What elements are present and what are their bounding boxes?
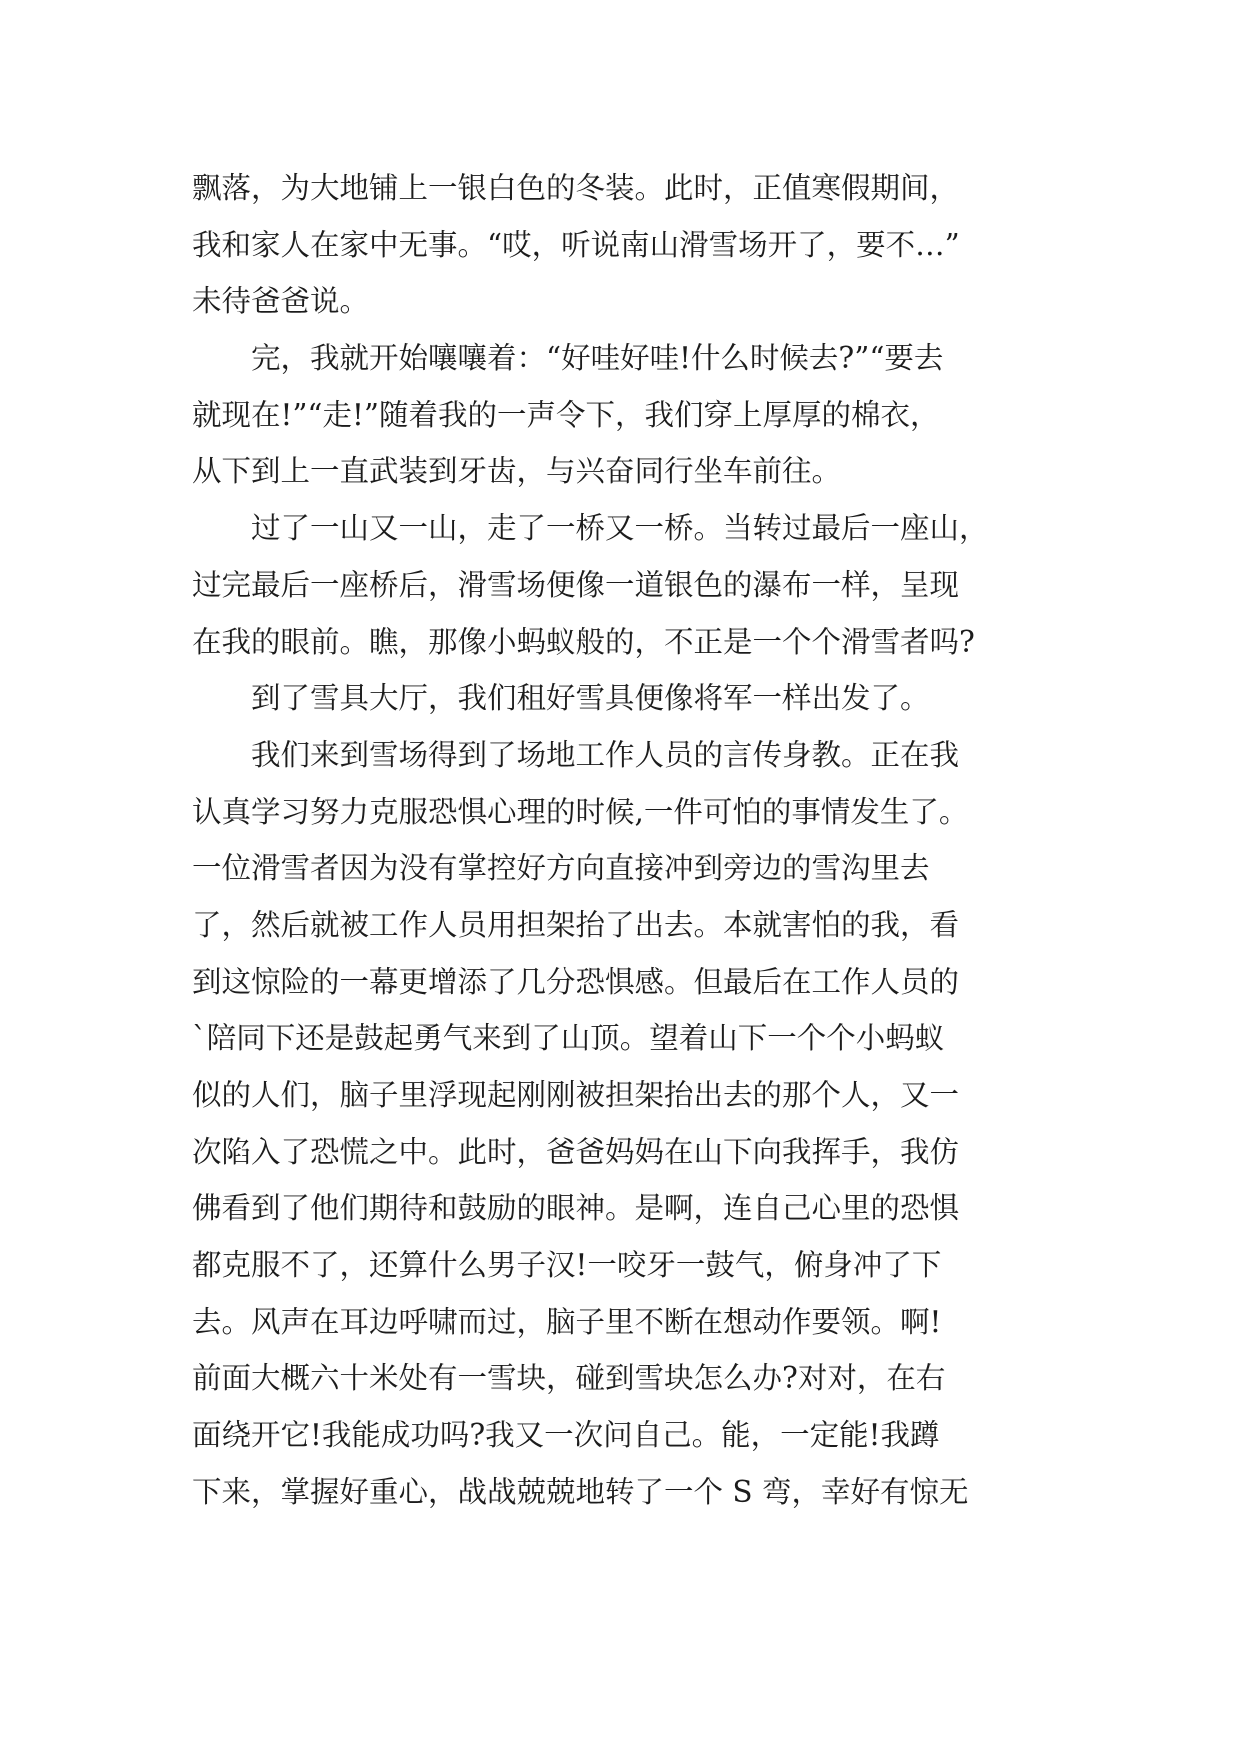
text-line: 就现在!”“走!”随着我的一声令下，我们穿上厚厚的棉衣， <box>192 397 940 432</box>
text-line: 到了雪具大厅，我们租好雪具便像将军一样出发了。 <box>192 681 930 716</box>
text-line: 完，我就开始嚷嚷着：“好哇好哇!什么时候去?”“要去 <box>192 341 944 376</box>
text-line: 在我的眼前。瞧，那像小蚂蚁般的，不正是一个个滑雪者吗? <box>192 624 975 659</box>
text-line: 了，然后就被工作人员用担架抬了出去。本就害怕的我，看 <box>192 907 960 942</box>
text-line: 从下到上一直武装到牙齿，与兴奋同行坐车前往。 <box>192 454 842 489</box>
text-line: 前面大概六十米处有一雪块，碰到雪块怎么办?对对，在右 <box>192 1361 946 1396</box>
text-line: 佛看到了他们期待和鼓励的眼神。是啊，连自己心里的恐惧 <box>192 1191 960 1226</box>
text-line: `陪同下还是鼓起勇气来到了山顶。望着山下一个个小蚂蚁 <box>192 1021 945 1056</box>
text-line: 面绕开它!我能成功吗?我又一次问自己。能，一定能!我蹲 <box>192 1418 940 1453</box>
text-line: 我和家人在家中无事。“哎，听说南山滑雪场开了，要不…” <box>192 227 960 262</box>
text-line: 下来，掌握好重心，战战兢兢地转了一个 S 弯，幸好有惊无 <box>192 1474 969 1509</box>
text-line: 去。风声在耳边呼啸而过，脑子里不断在想动作要领。啊! <box>192 1304 942 1339</box>
text-line: 过完最后一座桥后，滑雪场便像一道银色的瀑布一样，呈现 <box>192 567 960 602</box>
text-line: 到这惊险的一幕更增添了几分恐惧感。但最后在工作人员的 <box>192 964 960 999</box>
text-line: 次陷入了恐慌之中。此时，爸爸妈妈在山下向我挥手，我仿 <box>192 1134 960 1169</box>
text-line: 未待爸爸说。 <box>192 284 370 319</box>
text-line: 认真学习努力克服恐惧心理的时候,一件可怕的事情发生了。 <box>192 794 969 829</box>
text-line: 过了一山又一山，走了一桥又一桥。当转过最后一座山， <box>192 511 989 546</box>
text-line: 飘落，为大地铺上一银白色的冬装。此时，正值寒假期间， <box>192 171 960 205</box>
text-line: 一位滑雪者因为没有掌控好方向直接冲到旁边的雪沟里去 <box>192 851 930 886</box>
text-line: 都克服不了，还算什么男子汉!一咬牙一鼓气，俯身冲了下 <box>192 1248 942 1283</box>
text-line: 似的人们，脑子里浮现起刚刚被担架抬出去的那个人，又一 <box>192 1078 960 1112</box>
essay-text <box>192 160 1052 1521</box>
text-line: 我们来到雪场得到了场地工作人员的言传身教。正在我 <box>192 737 960 772</box>
